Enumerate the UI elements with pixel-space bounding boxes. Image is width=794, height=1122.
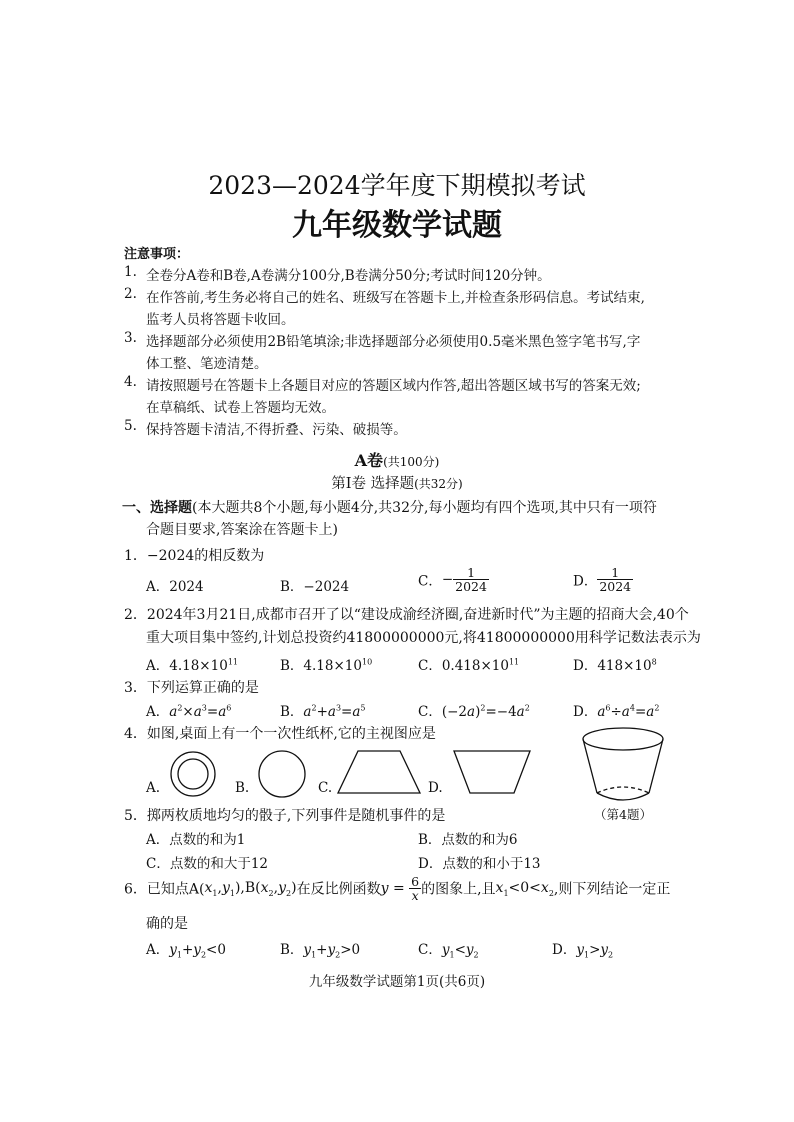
- q4-option-c[interactable]: C.: [318, 780, 333, 796]
- q3-option-d[interactable]: D．$a^6\div a^4=a^2$: [573, 703, 660, 720]
- q6-option-a[interactable]: A．$y_1+y_2<0$: [146, 942, 226, 960]
- notice-2-text-cont: 监考人员将答题卡收回。: [146, 312, 295, 328]
- notice-3-text-cont: 体工整、笔迹清楚。: [146, 356, 268, 372]
- part1-intro: 一、选择题(本大题共8个小题,每小题4分,共32分,每小题均有四个选项,其中只有一项符: [122, 500, 657, 516]
- notice-heading: 注意事项：: [124, 247, 190, 262]
- q1-option-c[interactable]: C．− $\frac{1}{2024}$: [418, 565, 487, 595]
- notice-3-text: 选择题部分必须使用2B铅笔填涂;非选择题部分必须使用0.5毫米黑色签字笔书写,字: [146, 334, 641, 350]
- q5-option-c[interactable]: C．点数的和大于12: [146, 856, 269, 872]
- q4-option-c-figure: [336, 749, 422, 795]
- q2-option-b[interactable]: B．$4.18\times 10^{10}$: [280, 657, 373, 674]
- q2-stem-cont: 重大项目集中签约,计划总投资约41800000000元,将41800000000用科学记数法表示为: [146, 630, 701, 646]
- notice-4-text: 请按照题号在答题卡上各题目对应的答题区域内作答,超出答题区域书写的答案无效;: [146, 378, 641, 394]
- q2-option-a[interactable]: A．$4.18\times 10^{11}$: [146, 657, 238, 674]
- q4-option-d-figure: [452, 749, 532, 795]
- notice-2-text: 在作答前,考生务必将自己的姓名、班级写在答题卡上,并检查条形码信息。考试结束,: [146, 290, 645, 306]
- exam-subtitle: 九年级数学试题: [292, 208, 502, 243]
- q5-stem: 5．掷两枚质地均匀的骰子,下列事件是随机事件的是: [124, 808, 446, 824]
- notice-3-num: 3.: [124, 330, 137, 346]
- q5-option-a[interactable]: A．点数的和为1: [146, 832, 246, 848]
- q4-stem: 4．如图,桌面上有一个一次性纸杯,它的主视图应是: [124, 726, 436, 742]
- notice-2-num: 2.: [124, 286, 137, 302]
- q4-figure-caption: （第4题）: [594, 807, 652, 822]
- q5-option-d[interactable]: D．点数的和小于13: [418, 856, 541, 872]
- notice-5-text: 保持答题卡清洁,不得折叠、污染、破损等。: [146, 422, 407, 438]
- q3-option-a[interactable]: A．$a^2\times a^3=a^6$: [146, 703, 232, 720]
- notice-4-num: 4.: [124, 374, 137, 390]
- q3-option-b[interactable]: B．$a^2+a^3=a^5$: [280, 703, 366, 720]
- q6-option-c[interactable]: C．$y_1<y_2$: [418, 942, 479, 960]
- q5-option-b[interactable]: B．点数的和为6: [418, 832, 518, 848]
- q6-option-b[interactable]: B．$y_1+y_2>0$: [280, 942, 361, 960]
- q4-option-b[interactable]: B.: [235, 780, 250, 796]
- q6-option-d[interactable]: D．$y_1>y_2$: [552, 942, 614, 960]
- q4-option-d[interactable]: D.: [428, 780, 443, 796]
- page-footer: 九年级数学试题第1页(共6页): [308, 974, 486, 990]
- q6-stem-cont: 确的是: [146, 916, 188, 932]
- part1-intro-cont: 合题目要求,答案涂在答题卡上): [146, 522, 338, 538]
- q1-option-a[interactable]: A．2024: [146, 579, 204, 595]
- q1-stem: 1．−2024的相反数为: [124, 548, 265, 564]
- q2-stem: 2．2024年3月21日,成都市召开了以“建设成渝经济圈,奋进新时代”为主题的招商大会,40个: [124, 607, 689, 623]
- notice-1-num: 1.: [124, 264, 137, 280]
- exam-title: 2023—2024学年度下期模拟考试: [208, 171, 586, 200]
- q3-stem: 3．下列运算正确的是: [124, 680, 259, 696]
- notice-4-text-cont: 在草稿纸、试卷上答题均无效。: [146, 400, 335, 416]
- q2-option-d[interactable]: D．$418\times 10^8$: [573, 657, 657, 674]
- section-a-heading: A卷(共100分): [354, 451, 440, 470]
- q2-option-c[interactable]: C．$0.418\times 10^{11}$: [418, 657, 520, 674]
- notice-1-text: 全卷分A卷和B卷,A卷满分100分,B卷满分50分;考试时间120分钟。: [146, 268, 551, 284]
- q1-option-d[interactable]: D． $\frac{1}{2024}$: [573, 565, 632, 595]
- paper-cup-icon: [580, 725, 666, 805]
- q6-stem: 6．已知点$A(x_1,y_1),B(x_2,y_2)$在反比例函数y = $\frac{6}{x}$ 的图象上,且$x_1<0<x_2$,则下列结论一定正: [124, 874, 671, 904]
- q4-option-b-figure: [255, 749, 309, 799]
- q4-option-a[interactable]: A.: [146, 780, 161, 796]
- q4-option-a-figure: [168, 749, 218, 799]
- part1-heading: 第Ⅰ卷 选择题(共32分): [331, 476, 463, 492]
- notice-5-num: 5.: [124, 418, 137, 434]
- q1-option-b[interactable]: B．−2024: [280, 579, 350, 595]
- q3-option-c[interactable]: C．$(-2a)^2=-4a^2$: [418, 703, 530, 720]
